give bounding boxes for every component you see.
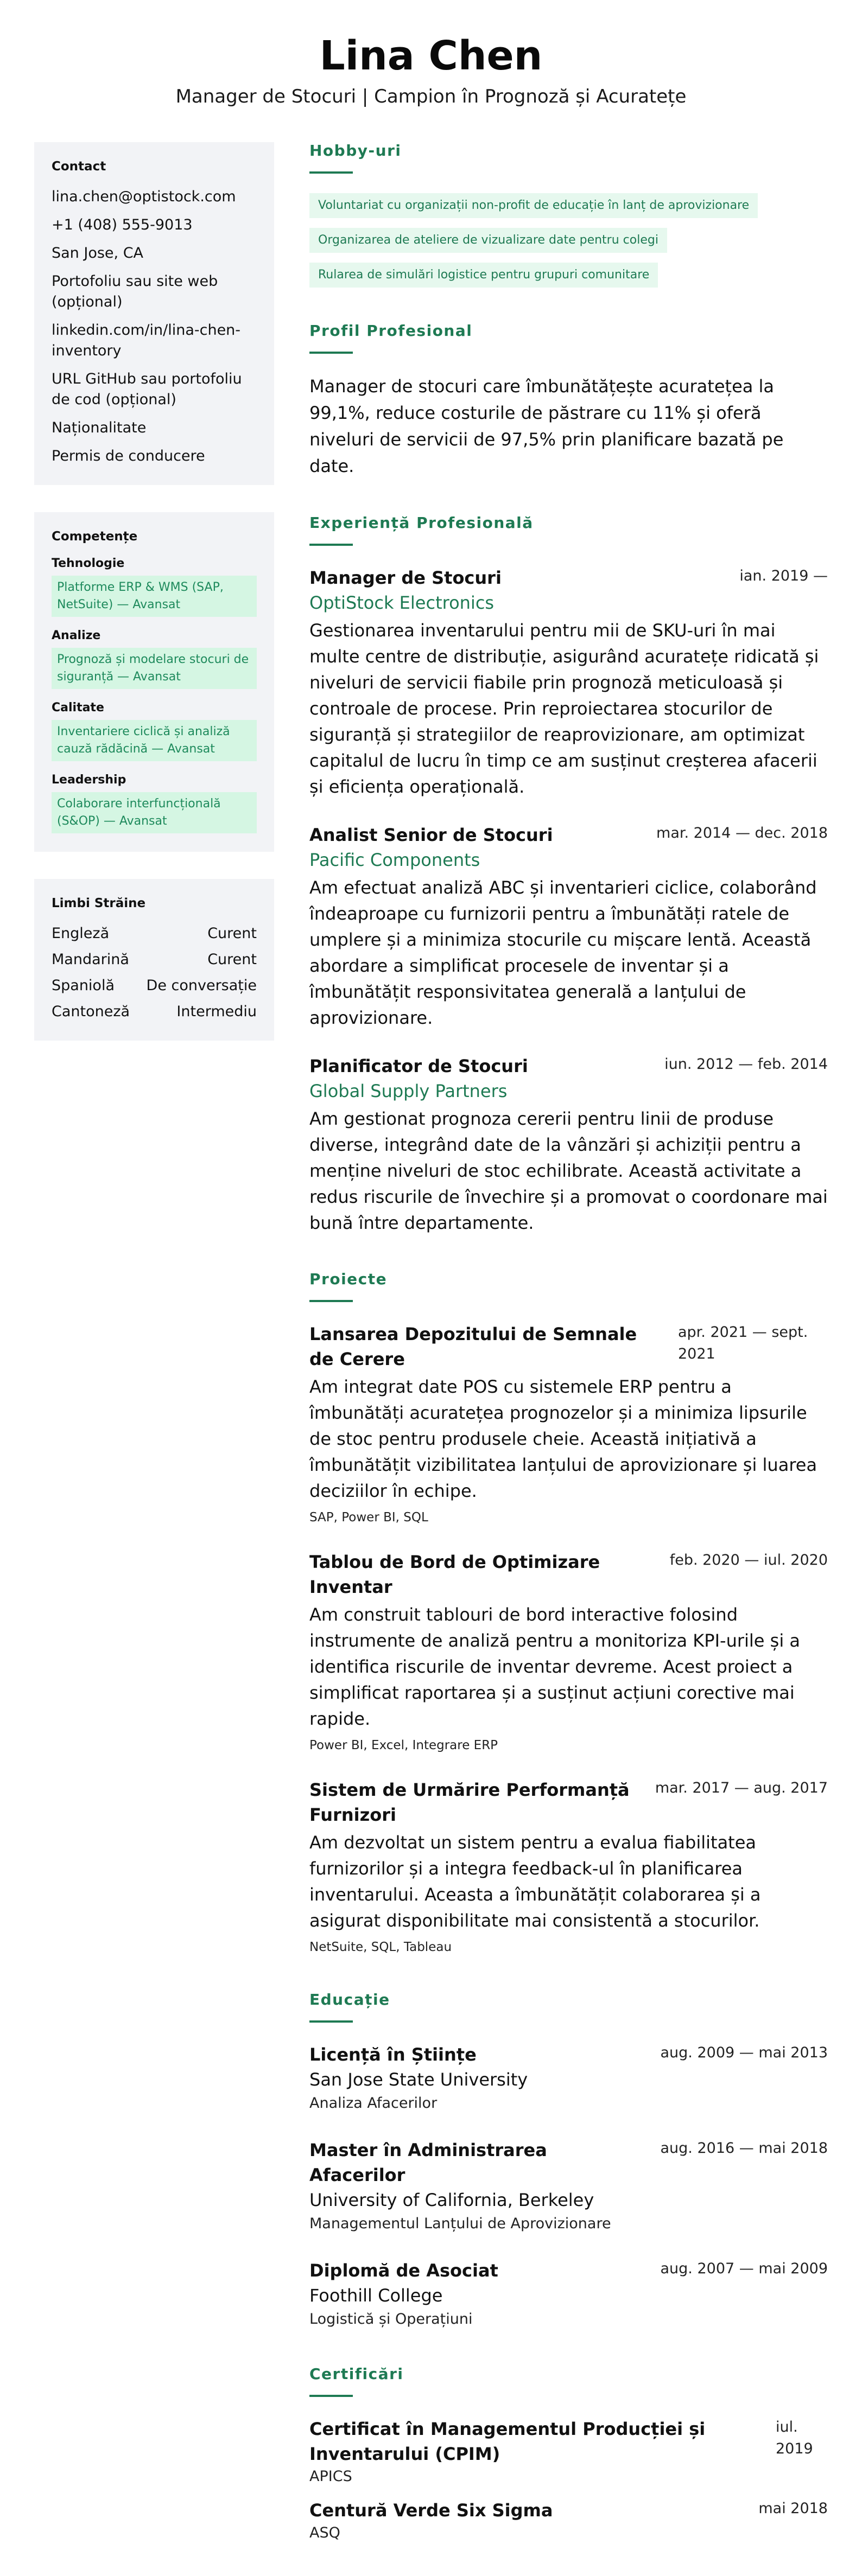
language-level: Curent <box>207 951 257 968</box>
candidate-name: Lina Chen <box>319 33 543 79</box>
contact-location: San Jose, CA <box>52 245 144 262</box>
project-entry <box>309 1550 828 1755</box>
profile-section <box>309 320 828 480</box>
main-content <box>309 140 828 2576</box>
study-field: Logistică și Operațiuni <box>309 2311 473 2328</box>
skill-category: Analize <box>52 629 101 642</box>
section-divider <box>309 544 353 546</box>
skill-category: Calitate <box>52 701 104 715</box>
language-row <box>52 1002 257 1022</box>
hobby-tag: Rularea de simulări logistice pentru grupuri comunitare <box>309 263 658 288</box>
languages-card <box>34 879 274 1041</box>
certification-date: iul. 2019 <box>776 2419 813 2457</box>
resume-header <box>0 31 862 110</box>
section-divider <box>309 352 353 354</box>
job-description: Am efectuat analiză ABC și inventarieri ciclice, colaborând îndeaproape cu furnizorii pentru a îmbunătăți ratele de umplere și a minimiza stocurile cu mișcare lentă. Această abordare a simplificat procesele de inventar și a îmbunătățit responsivitatea generală a lanțului de aprovizionare. <box>309 877 817 1028</box>
languages-title: Limbi Străine <box>52 896 146 910</box>
skill-badge: Prognoză și modelare stocuri de siguranță — Avansat <box>52 648 257 689</box>
education-entry <box>309 2042 828 2115</box>
school-name: Foothill College <box>309 2285 443 2306</box>
section-divider <box>309 2020 353 2023</box>
project-description: Am integrat date POS cu sistemele ERP pentru a îmbunătăți acuratețea prognozelor și a minimiza lipsurile de stoc pentru produsele cheie. Această inițiativă a îmbunătățit vizibilitatea lanțului de aprovizionare și luarea deciziilor în echipe. <box>309 1376 817 1501</box>
degree-title: Master în Administrarea Afacerilor <box>309 2140 547 2185</box>
experience-section <box>309 512 828 1236</box>
section-title: Proiecte <box>309 1270 388 1288</box>
contact-portfolio[interactable]: Portofoliu sau site web (opțional) <box>52 273 218 310</box>
job-title: Planificator de Stocuri <box>309 1056 528 1076</box>
language-row <box>52 975 257 996</box>
school-name: University of California, Berkeley <box>309 2190 594 2210</box>
hobby-tag: Voluntariat cu organizații non-profit de educație în lanț de aprovizionare <box>309 193 758 218</box>
project-title: Tablou de Bord de Optimizare Inventar <box>309 1552 600 1597</box>
contact-phone[interactable]: +1 (408) 555-9013 <box>52 216 193 233</box>
education-dates: aug. 2009 — mai 2013 <box>660 2044 828 2061</box>
experience-entry <box>309 822 828 1031</box>
experience-entry <box>309 1054 828 1236</box>
language-row <box>52 949 257 970</box>
project-title: Lansarea Depozitului de Semnale de Cerere <box>309 1324 637 1369</box>
language-name: Mandarină <box>52 951 129 968</box>
language-level: Intermediu <box>176 1003 257 1020</box>
job-title: Analist Senior de Stocuri <box>309 825 553 845</box>
section-title: Educație <box>309 1991 390 2008</box>
candidate-headline: Manager de Stocuri | Campion în Prognoză și Acuratețe <box>175 86 687 107</box>
hobby-tag: Organizarea de ateliere de vizualizare date pentru colegi <box>309 228 667 253</box>
skills-card <box>34 512 274 852</box>
certification-date: mai 2018 <box>758 2500 828 2517</box>
certification-entry <box>309 2498 828 2543</box>
job-description: Gestionarea inventarului pentru mii de SKU-uri în mai multe centre de distribuție, asigurând acuratețe ridicată și niveluri de servicii fiabile prin prognoză meticuloasă și controale de procese. Prin reproiectarea stocurilor de siguranță și strategiilor de reaprovizionare, am optimizat capitalul de lucru în timp ce am susținut creșterea afacerii și eficiența operațională. <box>309 620 819 797</box>
skill-badge: Inventariere ciclică și analiză cauză rădăcină — Avansat <box>52 720 257 761</box>
skill-group <box>52 773 257 833</box>
certification-issuer: ASQ <box>309 2524 340 2541</box>
project-dates: apr. 2021 — sept. 2021 <box>678 1324 808 1362</box>
project-tech: SAP, Power BI, SQL <box>309 1510 428 1525</box>
experience-entry <box>309 565 828 800</box>
company-name: Pacific Components <box>309 850 480 870</box>
certification-name: Centură Verde Six Sigma <box>309 2500 553 2521</box>
certification-name: Certificat în Managementul Producției și Inventarului (CPIM) <box>309 2419 706 2464</box>
company-name: Global Supply Partners <box>309 1081 508 1101</box>
section-title: Profil Profesional <box>309 322 473 340</box>
project-tech: Power BI, Excel, Integrare ERP <box>309 1738 498 1752</box>
project-description: Am dezvoltat un sistem pentru a evalua fiabilitatea furnizorilor și a integra feedback-ul în planificarea inventarului. Aceasta a îmbunătățit colaborarea și a asigurat disponibilitate mai consistentă a stocurilor. <box>309 1832 761 1931</box>
degree-title: Licență în Științe <box>309 2044 477 2065</box>
language-level: Curent <box>207 925 257 942</box>
projects-section <box>309 1268 828 1956</box>
project-entry <box>309 1777 828 1956</box>
hobbies-section <box>309 140 828 288</box>
contact-email[interactable]: lina.chen@optistock.com <box>52 188 236 205</box>
project-title: Sistem de Urmărire Performanță Furnizori <box>309 1780 630 1825</box>
language-name: Spaniolă <box>52 977 115 994</box>
education-entry <box>309 2258 828 2331</box>
skill-category: Leadership <box>52 773 126 787</box>
project-dates: feb. 2020 — iul. 2020 <box>669 1552 828 1568</box>
sidebar <box>34 142 274 1068</box>
degree-title: Diplomă de Asociat <box>309 2260 498 2281</box>
skill-group <box>52 701 257 761</box>
contact-github[interactable]: URL GitHub sau portofoliu de cod (opțional) <box>52 371 242 408</box>
section-divider <box>309 1300 353 1302</box>
education-dates: aug. 2007 — mai 2009 <box>660 2260 828 2277</box>
language-name: Cantoneză <box>52 1003 130 1020</box>
profile-summary: Manager de stocuri care îmbunătățește acuratețea la 99,1%, reduce costurile de păstrare cu 11% și oferă niveluri de servicii de 97,5% prin planificare bazată pe date. <box>309 376 784 476</box>
contact-nationality: Naționalitate <box>52 419 147 436</box>
language-name: Engleză <box>52 925 110 942</box>
skill-category: Tehnologie <box>52 557 125 570</box>
contact-title: Contact <box>52 160 106 174</box>
contact-linkedin[interactable]: linkedin.com/in/lina-chen-inventory <box>52 322 241 359</box>
certification-issuer: APICS <box>309 2468 352 2485</box>
study-field: Analiza Afacerilor <box>309 2095 438 2112</box>
education-dates: aug. 2016 — mai 2018 <box>660 2140 828 2157</box>
section-title: Experiență Profesională <box>309 514 534 532</box>
education-entry <box>309 2138 828 2235</box>
company-name: OptiStock Electronics <box>309 592 495 613</box>
skill-group <box>52 629 257 689</box>
job-dates: iun. 2012 — feb. 2014 <box>664 1056 828 1073</box>
job-dates: mar. 2014 — dec. 2018 <box>656 825 828 841</box>
section-divider <box>309 2395 353 2397</box>
project-description: Am construit tablouri de bord interactive folosind instrumente de analiză pentru a monitoriza KPI-urile și a identifica riscurile de inventar devreme. Acest proiect a simplificat raportarea și a susținut acțiuni corective mai rapide. <box>309 1604 800 1729</box>
section-divider <box>309 171 353 174</box>
skill-group <box>52 557 257 617</box>
job-dates: ian. 2019 — <box>739 568 828 584</box>
skill-badge: Platforme ERP & WMS (SAP, NetSuite) — Avansat <box>52 576 257 617</box>
project-tech: NetSuite, SQL, Tableau <box>309 1940 452 1954</box>
language-level: De conversație <box>146 977 257 994</box>
language-row <box>52 923 257 944</box>
contact-card <box>34 142 274 485</box>
certifications-section <box>309 2363 828 2543</box>
skill-badge: Colaborare interfuncțională (S&OP) — Avansat <box>52 792 257 833</box>
study-field: Managementul Lanțului de Aprovizionare <box>309 2215 611 2232</box>
certification-entry <box>309 2416 828 2487</box>
project-dates: mar. 2017 — aug. 2017 <box>655 1780 828 1796</box>
section-title: Hobby-uri <box>309 142 402 160</box>
job-title: Manager de Stocuri <box>309 568 502 588</box>
education-section <box>309 1989 828 2331</box>
section-title: Certificări <box>309 2365 404 2383</box>
job-description: Am gestionat prognoza cererii pentru linii de produse diverse, integrând date de la vânzări și achiziții pentru a menține niveluri de stoc echilibrate. Această activitate a redus riscurile de învechire și a promovat o coordonare mai bună între departamente. <box>309 1108 828 1233</box>
project-entry <box>309 1322 828 1527</box>
contact-license: Permis de conducere <box>52 448 205 464</box>
school-name: San Jose State University <box>309 2069 528 2090</box>
skills-title: Competențe <box>52 530 138 544</box>
